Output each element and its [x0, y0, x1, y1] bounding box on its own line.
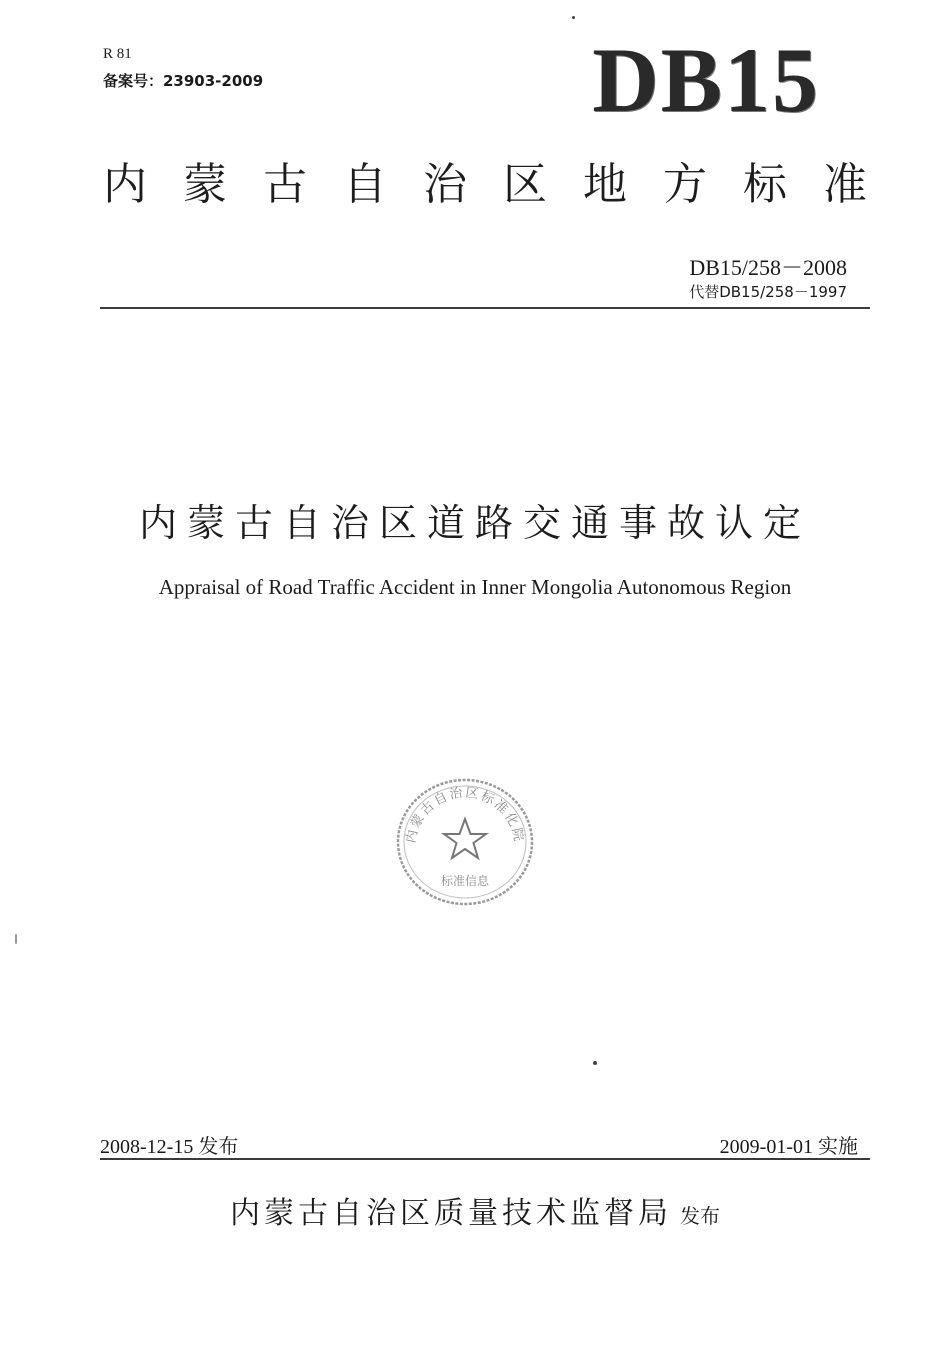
footer-divider — [100, 1158, 870, 1160]
official-seal — [395, 777, 535, 907]
publisher-name: 内蒙古自治区质量技术监督局 — [230, 1196, 672, 1231]
implementation-date: 2009-01-01 实施 — [719, 1136, 858, 1158]
star-icon — [444, 819, 486, 858]
standard-category: 内蒙古自治区地方标准 — [103, 159, 903, 210]
issue-date: 2008-12-15 发布 — [100, 1136, 239, 1158]
standard-number: DB15/258－2008 — [689, 255, 847, 280]
publisher-line — [0, 1188, 950, 1232]
title-chinese: 内蒙古自治区道路交通事故认定 — [138, 501, 811, 545]
seal-bottom-text: 标准信息 — [440, 874, 490, 888]
standard-mark: DB15 — [592, 29, 820, 131]
scan-speck — [15, 934, 17, 944]
scan-speck — [593, 1061, 597, 1065]
filing-number: 备案号：23903-2009 — [103, 72, 264, 90]
scan-speck — [572, 16, 575, 19]
replaced-standard: 代替DB15/258－1997 — [689, 283, 847, 301]
title-english: Appraisal of Road Traffic Accident in Inner Mongolia Autonomous Region — [158, 575, 792, 599]
publisher-suffix: 发布 — [680, 1204, 720, 1228]
classification-code: R 81 — [103, 46, 132, 62]
seal-arc-text: 内蒙古自治区标准化院 — [403, 785, 527, 845]
header-divider — [100, 307, 870, 309]
